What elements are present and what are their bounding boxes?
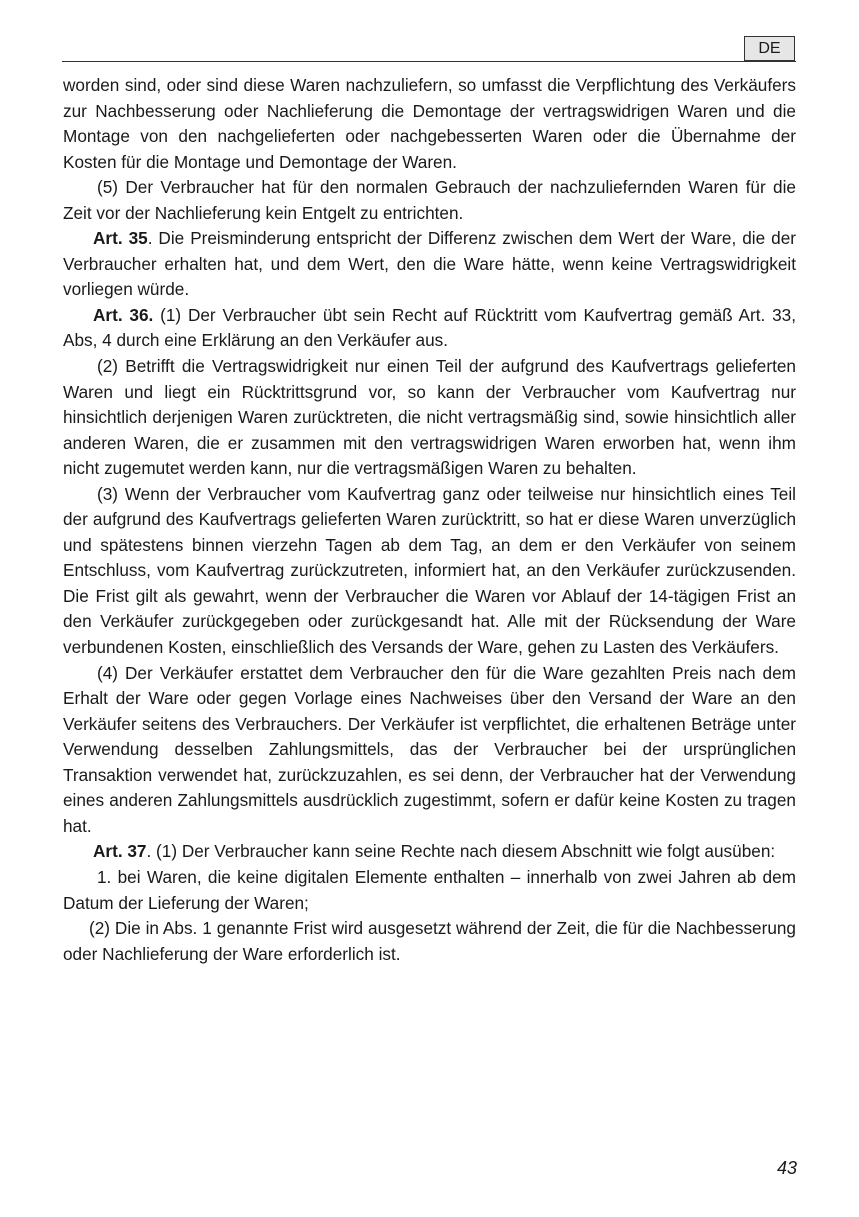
paragraph-art34-subsection-5: (5) Der Verbraucher hat für den normalen Gebrauch der nachzuliefernden Waren für die Zeit vor der Nachlieferung kein Entgelt zu entrichten. bbox=[63, 177, 796, 223]
paragraph-art37-subsection-2: (2) Die in Abs. 1 genannte Frist wird ausgesetzt während der Zeit, die für die Nachbesserung oder Nachlieferung der Ware erforderlich ist. bbox=[63, 918, 796, 964]
paragraph-art-35 bbox=[63, 226, 796, 303]
article-text: (1) Der Verbraucher übt sein Recht auf Rücktritt vom Kaufvertrag gemäß Art. 33, Abs, 4 durch eine Erklärung an den Verkäufer aus. bbox=[63, 304, 796, 351]
paragraph-art-36 bbox=[63, 303, 796, 354]
page-number: 43 bbox=[776, 1158, 797, 1178]
article-label: Art. 36. bbox=[93, 304, 154, 325]
paragraph-art36-subsection-3: (3) Wenn der Verbraucher vom Kaufvertrag ganz oder teilweise nur hinsichtlich eines Teil der aufgrund des Kaufvertrags gelieferten Waren zurücktritt, so hat er diese Waren unverzüglich und spätestens binnen vierzehn Tagen ab dem Tag, an dem er den Verkäufer von seinem Entschluss, vom Kaufvertrag zurückzutreten, informiert hat, an den Verkäufer zurückzusenden. Die Frist gilt als gewahrt, wenn der Verbraucher die Waren vor Ablauf der 14-tägigen Frist an den Verkäufer zurückgegeben oder zurückgesandt hat. Alle mit der Rücksendung der Ware verbundenen Kosten, einschließlich des Versands der Ware, gehen zu Lasten des Verkäufers. bbox=[63, 483, 796, 658]
article-text: . (1) Der Verbraucher kann seine Rechte nach diesem Abschnitt wie folgt ausüben: bbox=[146, 841, 776, 862]
article-label: Art. 35 bbox=[93, 228, 148, 249]
paragraph-art-37 bbox=[63, 839, 796, 865]
paragraph-art37-item-1: 1. bei Waren, die keine digitalen Elemente enthalten – innerhalb von zwei Jahren ab dem Datum der Lieferung der Waren; bbox=[63, 866, 796, 913]
article-text: . Die Preisminderung entspricht der Differenz zwischen dem Wert der Ware, die der Verbraucher erhalten hat, und dem Wert, den die Ware hätte, wenn keine Vertragswidrigkeit vorliegen würde. bbox=[63, 228, 796, 300]
paragraph-continuation: worden sind, oder sind diese Waren nachzuliefern, so umfasst die Verpflichtung des Verkäufers zur Nachbesserung oder Nachlieferung die Demontage der vertragswidrigen Waren und die Montage von den nachgelieferten oder nachgebesserten Waren oder die Übernahme der Kosten für die Montage und Demontage der Waren. bbox=[63, 75, 796, 172]
article-label: Art. 37 bbox=[93, 841, 147, 862]
paragraph-art36-subsection-4: (4) Der Verkäufer erstattet dem Verbraucher den für die Ware gezahlten Preis nach dem Erhalt der Ware oder gegen Vorlage eines Nachweises über den Versand der Ware an den Verkäufer seitens des Verbrauchers. Der Verkäufer ist verpflichtet, die erhaltenen Beträge unter Verwendung desselben Zahlungsmittels, das der Verbraucher bei der ursprünglichen Transaktion verwendet hat, zurückzuzahlen, es sei denn, der Verbraucher hat der Verwendung eines anderen Zahlungsmittels ausdrücklich zugestimmt, sofern er dafür keine Kosten zu tragen hat. bbox=[63, 662, 796, 836]
language-badge: DE bbox=[744, 36, 795, 61]
paragraph-art36-subsection-2: (2) Betrifft die Vertragswidrigkeit nur einen Teil der aufgrund des Kaufvertrags gelieferten Waren und liegt ein Rücktrittsgrund vor, so kann der Verbraucher vom Kaufvertrag nur hinsichtlich derjenigen Waren zurücktreten, die nicht vertragsmäßig sind, sowie hinsichtlich aller anderen Waren, die er zusammen mit den vertragswidrigen Waren erworben hat, wenn ihm nicht zugemutet werden kann, nur die vertragsmäßigen Waren zu behalten. bbox=[63, 356, 796, 479]
document-body bbox=[63, 73, 796, 967]
header-rule bbox=[62, 61, 796, 62]
